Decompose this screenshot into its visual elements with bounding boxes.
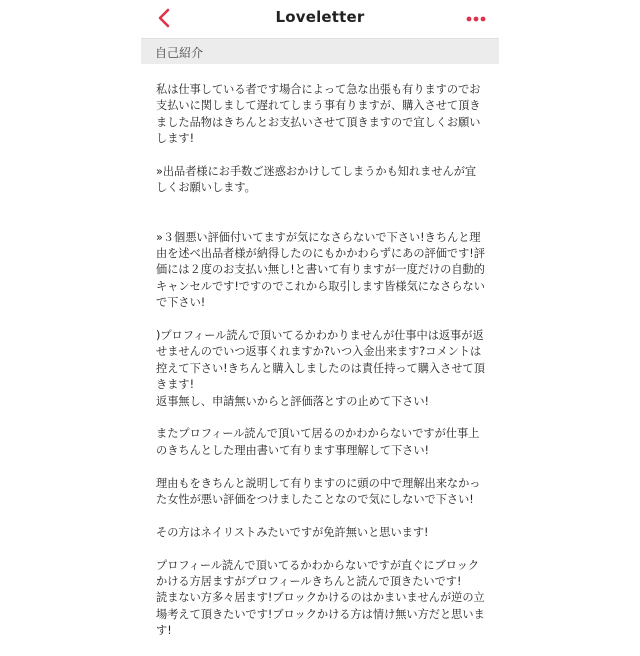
profile-paragraph: »３個悪い評価付いてますが気になさらないで下さい!きちんと理由を述べ出品者様が納得したのにもかかわらずにあの評価です!評価には２度のお支払い無し!と書いて有りますが一度だけの自動的キャンセルです!ですのでこれから取引します皆様気になさらないで下さい! xyxy=(156,230,485,310)
profile-paragraph: その方はネイリストみたいですが免許無いと思います! xyxy=(156,525,429,539)
section-label: 自己紹介 xyxy=(155,46,204,60)
more-dots-icon xyxy=(465,15,487,23)
profile-text xyxy=(156,82,486,656)
profile-paragraph: プロフィール読んで頂いてるかわからないですが直ぐにブロックかける方居ますがプロフィールきちんと読んで頂きたいです! 読まない方多々居ます!ブロックかけるのはかまいませんが逆の立場考えて頂きたいです!ブロックかける方は情け無い方だと思います! xyxy=(156,558,485,638)
page-title: Loveletter xyxy=(275,8,365,26)
profile-paragraph: »出品者様にお手数ご迷惑おかけしてしまうかも知れませんが宜しくお願いします。 xyxy=(156,165,477,195)
nav-header xyxy=(141,0,499,38)
profile-paragraph: 理由もをきちんと説明して有りますのに頭の中で理解出来なかった女性が悪い評価をつけましたことなので気にしないで下さい! xyxy=(156,476,481,507)
section-header xyxy=(141,38,499,64)
profile-paragraph: 私は仕事している者です場合によって急な出張も有りますのでお支払いに関しまして遅れてしまう事有りますが、購入させて頂きました品物はきちんとお支払いさせて頂きますので宜しくお願いします! xyxy=(156,83,481,146)
more-button[interactable] xyxy=(461,8,491,30)
profile-paragraph: )プロフィール読んで頂いてるかわかりませんが仕事中は返事が返せませんのでいつ返事くれますか?いつ入金出来ます?コメントは控えて下さい!きちんと購入しましたのは責任持って購入させて頂きます! 返事無し、申請無いからと評価落とすの止めて下さい! xyxy=(156,329,485,408)
profile-paragraph: またプロフィール読んで頂いて居るのかわからないですが仕事上のきちんとした理由書いて有ります事理解して下さい! xyxy=(156,427,480,457)
